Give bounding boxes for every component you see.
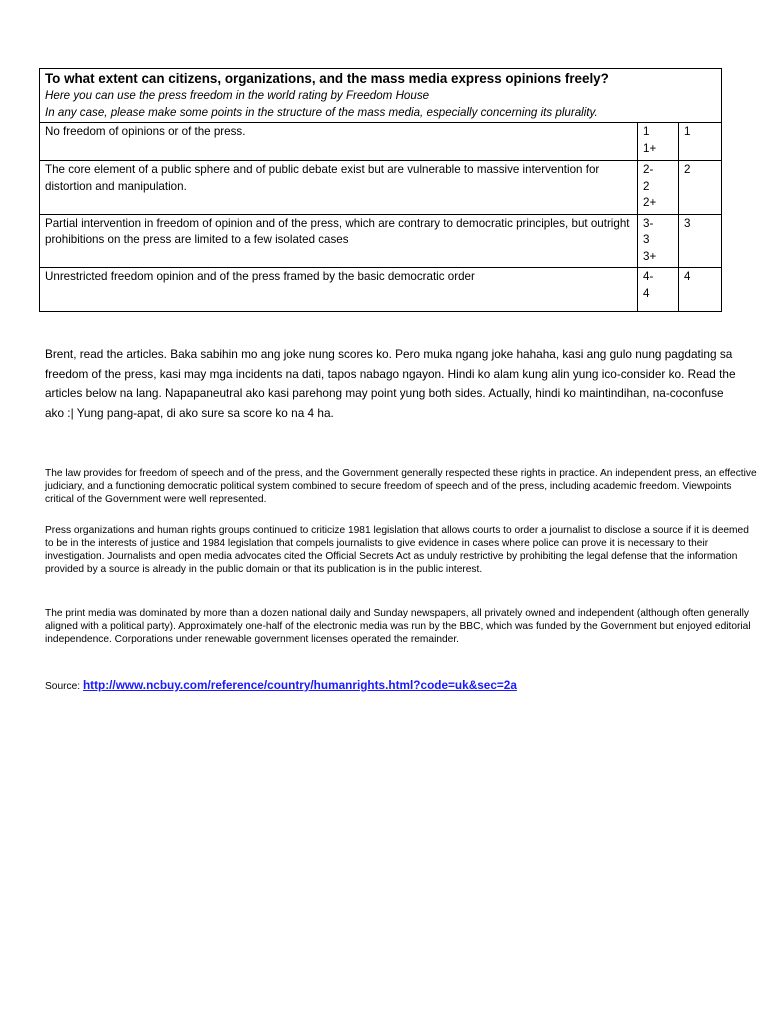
sub-score: 4- (643, 270, 654, 283)
table-row (40, 123, 722, 161)
sub-score: 4 (643, 286, 650, 300)
row-score: 4 (679, 268, 722, 312)
article-paragraph-2: Press organizations and human rights groups continued to criticize 1981 legislation that allows courts to order a journalist to disclose a source if it is deemed to be in the interests of justice and 1984 legislation that compels journalists to give evidence in cases where police can prove it is necessary to their investigation. Journalists and open media advocates cited the Official Secrets Act as unduly restrictive by prohibiting the legal defense that the information provided by a source is already in the public domain or that its publication is in the public interest. (45, 525, 749, 575)
row-description: Partial intervention in freedom of opinion and of the press, which are contrary to democratic principles, but outright prohibitions on the press are limited to a few isolated cases (40, 214, 638, 268)
row-description: Unrestricted freedom opinion and of the press framed by the basic democratic order (40, 268, 638, 312)
sub-score: 2- (643, 163, 654, 176)
table-header-cell (40, 69, 722, 123)
article-paragraph-3: The print media was dominated by more than a dozen national daily and Sunday newspapers, all privately owned and independent (although often generally aligned with a political party). Approximately one-half of the electronic media was run by the BBC, which was funded by the Government but enjoyed editorial independence. Corporations under renewable government licenses operated the remainder. (45, 608, 751, 645)
row-sub-scores (638, 268, 679, 312)
article-paragraph-1: The law provides for freedom of speech and of the press, and the Government generally respected these rights in practice. An independent press, an effective judiciary, and a functioning democratic political system combined to secure freedom of speech and of the press, including academic freedom. Viewpoints critical of the Government were well represented. (45, 468, 757, 505)
row-score: 3 (679, 214, 722, 268)
source-link[interactable]: http://www.ncbuy.com/reference/country/humanrights.html?code=uk&sec=2a (82, 678, 517, 692)
source-line (45, 678, 517, 694)
row-sub-scores (638, 161, 679, 215)
row-description: No freedom of opinions or of the press. (40, 123, 638, 161)
question-title: To what extent can citizens, organizations, and the mass media express opinions freely? (45, 71, 609, 86)
question-note-rating: Here you can use the press freedom in the world rating by Freedom House (45, 89, 430, 102)
freedom-rating-table (39, 68, 722, 312)
row-score: 2 (679, 161, 722, 215)
row-score: 1 (679, 123, 722, 161)
sub-score: 2+ (643, 196, 657, 209)
sub-score: 1 (643, 125, 650, 138)
table-row (40, 268, 722, 312)
sub-score: 3- (643, 216, 654, 230)
sub-score: 1+ (643, 141, 657, 155)
row-description: The core element of a public sphere and of public debate exist but are vulnerable to massive intervention for distortion and manipulation. (40, 161, 638, 215)
sub-score: 3 (643, 233, 650, 246)
commentary-paragraph: Brent, read the articles. Baka sabihin mo ang joke nung scores ko. Pero muka ngang joke hahaha, kasi ang gulo nung pagdating sa freedom of the press, kasi may mga incidents na dati, tapos nabago ngayon. Hindi ko alam kung alin yung ico-consider ko. Read the articles below na lang. Napapaneutral ako kasi parehong may point yung both sides. Actually, hindi ko maintindihan, na-coconfuse ako :| Yung pang-apat, di ako sure sa score ko na 4 ha. (45, 347, 736, 420)
table-row (40, 214, 722, 268)
source-label: Source: (45, 681, 81, 692)
row-sub-scores (638, 123, 679, 161)
question-note-plurality: In any case, please make some points in the structure of the mass media, especially concerning its plurality. (45, 105, 598, 119)
table-header-row (40, 69, 722, 123)
sub-score: 2 (643, 179, 650, 193)
row-sub-scores (638, 214, 679, 268)
sub-score: 3+ (643, 249, 657, 263)
table-row (40, 161, 722, 215)
